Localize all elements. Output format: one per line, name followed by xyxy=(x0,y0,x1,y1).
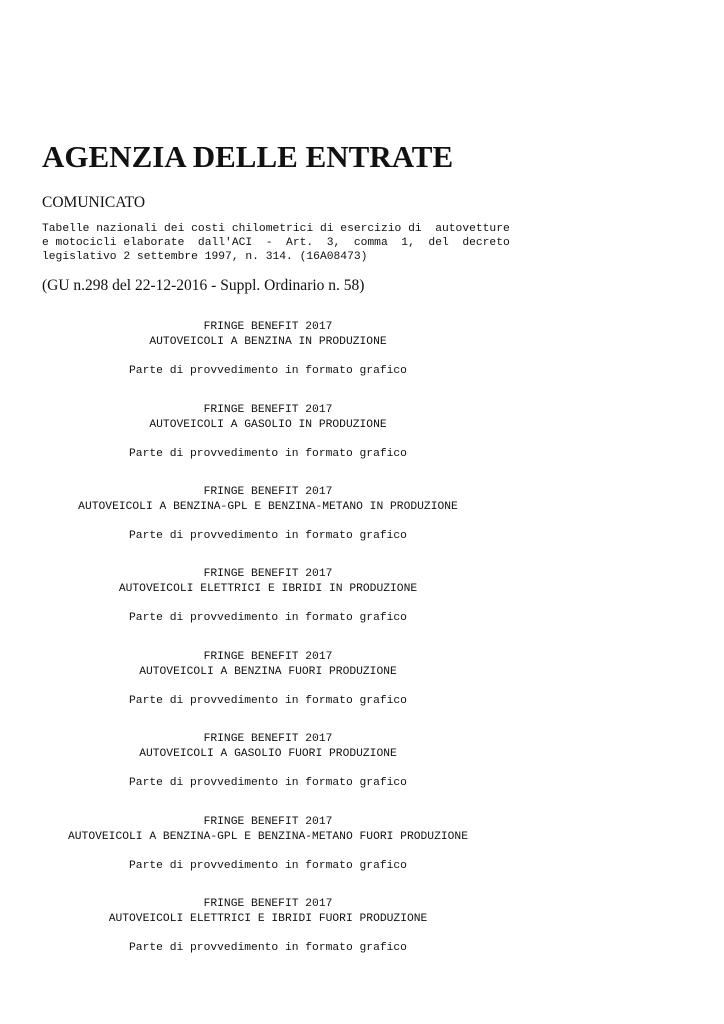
description-line: legislativo 2 settembre 1997, n. 314. (16A08473) xyxy=(42,251,368,264)
section-heading: FRINGE BENEFIT 2017 xyxy=(203,568,333,580)
section-note: Parte di provvedimento in formato grafico xyxy=(129,611,407,624)
section-gpl-metano-fuori-produzione xyxy=(0,815,536,873)
section-heading: FRINGE BENEFIT 2017 xyxy=(203,651,333,663)
section-category: AUTOVEICOLI A BENZINA-GPL E BENZINA-METANO FUORI PRODUZIONE xyxy=(68,830,468,843)
page-title: AGENZIA DELLE ENTRATE xyxy=(42,139,454,174)
section-note: Parte di provvedimento in formato grafico xyxy=(129,776,407,789)
document-type: COMUNICATO xyxy=(42,194,146,211)
section-heading: FRINGE BENEFIT 2017 xyxy=(203,898,333,910)
description-line: Tabelle nazionali dei costi chilometrici di esercizio di autovetture xyxy=(42,223,510,235)
section-note: Parte di provvedimento in formato grafico xyxy=(129,694,407,707)
section-category: AUTOVEICOLI A BENZINA FUORI PRODUZIONE xyxy=(139,665,397,678)
section-note: Parte di provvedimento in formato grafico xyxy=(129,364,407,377)
section-category: AUTOVEICOLI A GASOLIO IN PRODUZIONE xyxy=(149,418,387,431)
section-benzina-in-produzione xyxy=(0,320,536,378)
section-note: Parte di provvedimento in formato grafico xyxy=(129,447,407,460)
section-category: AUTOVEICOLI A GASOLIO FUORI PRODUZIONE xyxy=(139,747,397,760)
section-gpl-metano-in-produzione xyxy=(0,485,536,543)
description-line: e motocicli elaborate dall'ACI - Art. 3, comma 1, del decreto xyxy=(42,237,510,250)
section-heading: FRINGE BENEFIT 2017 xyxy=(203,733,333,745)
gazette-reference: (GU n.298 del 22-12-2016 - Suppl. Ordinario n. 58) xyxy=(42,277,365,294)
section-note: Parte di provvedimento in formato grafico xyxy=(129,859,407,872)
section-note: Parte di provvedimento in formato grafico xyxy=(129,529,407,542)
section-category: AUTOVEICOLI A BENZINA-GPL E BENZINA-METANO IN PRODUZIONE xyxy=(78,500,458,513)
section-heading: FRINGE BENEFIT 2017 xyxy=(203,486,333,498)
section-category: AUTOVEICOLI A BENZINA IN PRODUZIONE xyxy=(149,335,387,348)
section-elettrici-ibridi-in-produzione xyxy=(0,567,536,625)
section-heading: FRINGE BENEFIT 2017 xyxy=(203,816,333,828)
document-description xyxy=(42,222,510,265)
section-category: AUTOVEICOLI ELETTRICI E IBRIDI IN PRODUZIONE xyxy=(118,582,418,595)
section-heading: FRINGE BENEFIT 2017 xyxy=(203,321,333,333)
section-heading: FRINGE BENEFIT 2017 xyxy=(203,404,333,416)
section-note: Parte di provvedimento in formato grafico xyxy=(129,941,407,954)
section-benzina-fuori-produzione xyxy=(0,650,536,708)
section-gasolio-in-produzione xyxy=(0,403,536,461)
section-gasolio-fuori-produzione xyxy=(0,732,536,790)
section-elettrici-ibridi-fuori-produzione xyxy=(0,897,536,955)
section-category: AUTOVEICOLI ELETTRICI E IBRIDI FUORI PRODUZIONE xyxy=(108,912,428,925)
